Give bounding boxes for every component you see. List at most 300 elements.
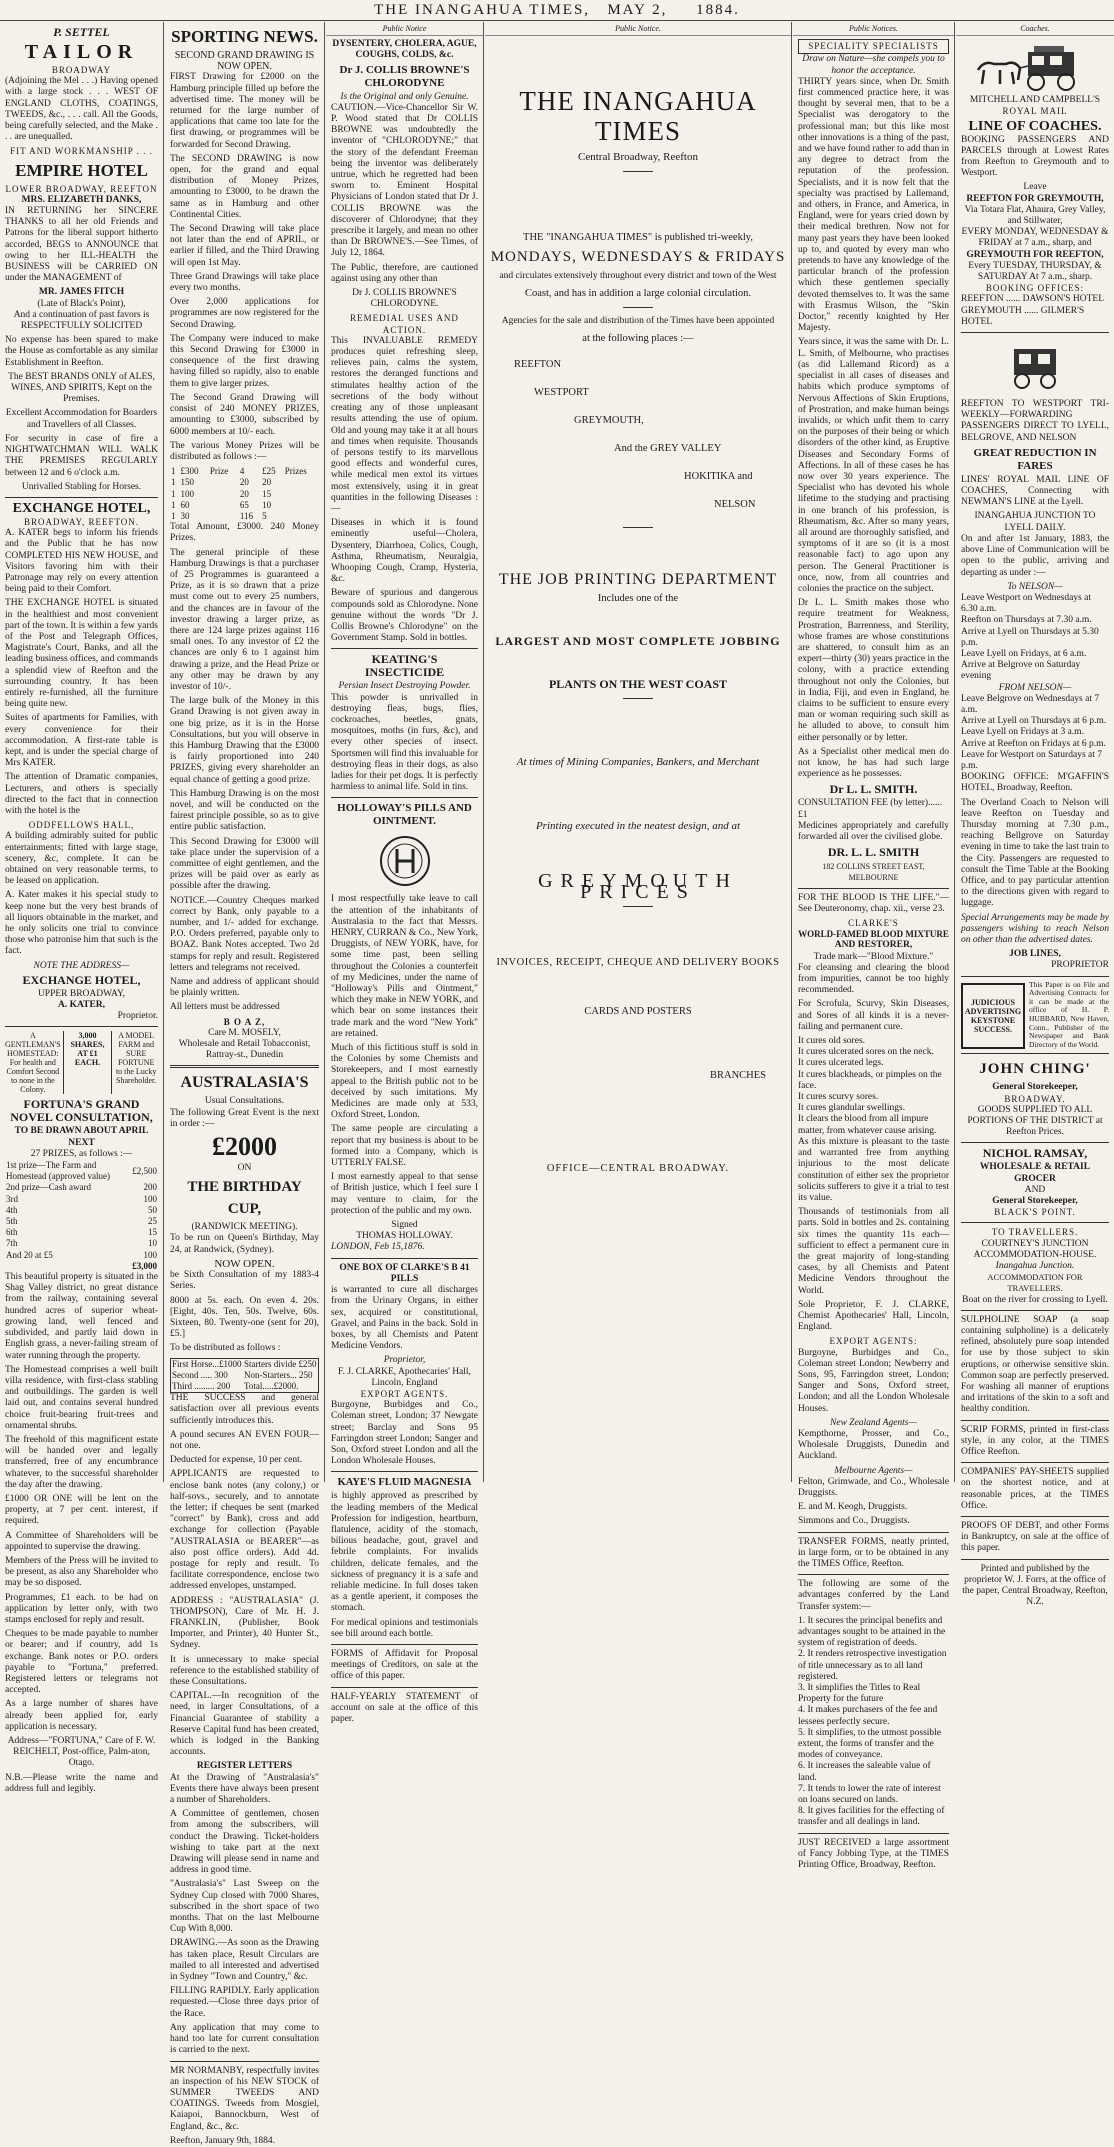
divider xyxy=(961,1462,1109,1463)
divider xyxy=(798,1574,949,1575)
fortuna-nb: N.B.—Please write the name and address full and legibly. xyxy=(5,1772,158,1794)
sporting-p4: Three Grand Drawings will take place every two months. xyxy=(170,271,319,294)
times-line-3: Coast, and has in addition a large colonial circulation. xyxy=(524,288,752,300)
table-row xyxy=(5,1261,158,1272)
coach-icon xyxy=(1000,341,1070,391)
holloway-p11: I most earnestly appeal to that sense of British justice, which I feel sure I may venture to claim, for the protection of the public and my own. xyxy=(331,1172,478,1216)
agency-places xyxy=(490,351,786,519)
transfer-forms: TRANSFER FORMS, neatly printed, in large form, or to be obtained in any the TIMES Office, Reefton. xyxy=(798,1536,949,1569)
list-item: 8. It gives facilities for the effecting of transfer and all dealings in land. xyxy=(798,1806,945,1828)
sporting-p10: The large bulk of the Money in this Grand Drawing is not given away in one big prize, as it is in the Horse Consultations, but you will observe in this Hamburg Drawing that the £3000 is fairly proportioned into 240 PRIZES, giving every shareholder an equal chance of getting a good prize. xyxy=(170,696,319,785)
emblem-icon xyxy=(379,835,431,887)
table-row: 1st prize—The Farm and Homestead (approved value) £2,500 xyxy=(6,1160,157,1182)
melbourne-agents: Melbourne Agents— xyxy=(834,1465,913,1476)
proofs-of-debt: PROOFS OF DEBT, and other Forms in Bankruptcy, on sale at the office of this paper. xyxy=(961,1521,1109,1554)
sporting-p9: The general principle of these Hamburg Drawings is that a purchaser of 25 Programmes is guaranteed a Prize, as it is so drawn that a prize must come out to every 25 numbers, and the chances are in favour of the investor drawing a larger prize, as there are 124 large prizes against 116 small ones. To any investor of £2 the chances are only 6 to 1 against him drawing a prize, and the Head Prize or any other may be drawn by any investor of 10/-. xyxy=(170,547,319,692)
table-row: 3rd 100 xyxy=(6,1193,157,1204)
job-printing-sub: Includes one of the xyxy=(597,592,679,604)
fortuna-address: Address—"FORTUNA," Care of F. W. REICHELT, Post-office, Palm-aton, Otago. xyxy=(7,1736,156,1769)
exchange-p2: THE EXCHANGE HOTEL is situated in the healthiest and most convenient part of the town. It is within a few yards of the Post and Telegraph Offices, Magistrate's Court, Banks, and all the leading business offices, and commands a splendid view of Reefton and the surrounding country. It has been entirely re-furnished, all the furniture being quite new. xyxy=(5,598,158,710)
sporting-p5: Over 2,000 applications for programmes are now registered for the Second Drawing. xyxy=(170,297,319,330)
list-item: 5. It simplifies, to the utmost possible extent, the forms of transfer and the modes of conveyance. xyxy=(798,1727,942,1761)
blood-p1: For cleansing and clearing the blood from impurities, cannot be too highly recommended. xyxy=(798,962,949,996)
divider xyxy=(623,307,653,308)
australasia-p11: CAPITAL.—In recognition of the need, in larger Consultations, of a Financial Guarantee of stability a Reserve Capital fund has been created, which is lodged in the Banking accounts. xyxy=(170,1691,319,1758)
john-ching: JOHN CHING' xyxy=(979,1061,1091,1078)
exchange-p5: A building admirably suited for public entertainments; fitted with large stage, scenery, &c, complete. It can be obtained on very reasonable terms, to be leased on application. xyxy=(5,831,158,887)
list-item: 4. It makes purchasers of the fee and lessees perfectly secure. xyxy=(798,1705,938,1727)
accommodation: ACCOMMODATION FOR TRAVELLERS. xyxy=(987,1272,1083,1294)
oddfellows-hall: ODDFELLOWS HALL, xyxy=(28,820,135,831)
divider xyxy=(331,1258,478,1259)
australasia-register: REGISTER LETTERS xyxy=(196,1761,293,1772)
blood-p5: Sole Proprietor, F. J. CLARKE, Chemist Apothecaries' Hall, Lincoln, England. xyxy=(798,1299,949,1333)
exchange-p4: The attention of Dramatic companies, Lecturers, and others is specially directed to the fact that in connection with the hotel is the xyxy=(5,772,158,816)
divider xyxy=(331,1644,478,1645)
blood-quote: FOR THE BLOOD IS THE LIFE."—See Deuteronomy, chap. xii., verse 23. xyxy=(798,892,949,914)
list-item: And the GREY VALLEY xyxy=(614,442,722,454)
list-item: 6. It increases the saleable value of land. xyxy=(798,1761,931,1783)
list-item: Leave for Westport on Saturdays at 7 p.m. xyxy=(961,749,1102,771)
fortuna-prize-table xyxy=(5,1160,158,1272)
times-line-2: and circulates extensively throughout every district and town of the West xyxy=(499,270,777,281)
clarke-export: EXPORT AGENTS. xyxy=(360,1388,449,1399)
fortuna-title: FORTUNA'S GRAND NOVEL CONSULTATION, xyxy=(10,1097,153,1125)
booking-office-1: REEFTON ...... DAWSON'S HOTEL xyxy=(961,294,1105,305)
keystone-box: JUDICIOUS ADVERTISING KEYSTONE SUCCESS. xyxy=(961,983,1025,1049)
table-row: 1 30 116 5 xyxy=(171,510,267,521)
column-2 xyxy=(165,22,325,2146)
cures-list xyxy=(798,1036,949,1137)
times-days: MONDAYS, WEDNESDAYS & FRIDAYS xyxy=(490,248,786,265)
divider xyxy=(961,1559,1109,1560)
nichol-ramsay: NICHOL RAMSAY, xyxy=(982,1146,1088,1161)
sporting-prize-total: Total Amount, £3000. 240 Money Prizes. xyxy=(170,522,319,544)
list-item: It cures ulcerated legs. xyxy=(798,1058,884,1069)
hubbard-ad xyxy=(961,981,1109,1050)
divider xyxy=(331,797,478,798)
job-lines-proprietor: PROPRIETOR xyxy=(1051,960,1109,971)
fortuna-draw: TO BE DRAWN ABOUT APRIL NEXT xyxy=(14,1126,149,1148)
browne-p4: This INVALUABLE REMEDY produces quiet refreshing sleep, relieves pain, calms the system, restores the deranged functions and stimulates healthy action of the secretions of the body without creating any of those unpleasant results attending the use of opium. Old and young may take it at all hours and times when requisite. Thousands of persons testify to its marvellous good effects and wonderful cures, while medical men extol its virtues most extensively, using it in great quantities in the following Diseases :— xyxy=(331,335,478,514)
empire-p2: No expense has been spared to make the House as comfortable as any similar Establishment in Reefton. xyxy=(5,335,158,368)
list-item: Reefton on Thursdays at 7.30 a.m. xyxy=(961,615,1092,626)
divider xyxy=(798,1532,949,1533)
normanby-date: Reefton, January 9th, 1884. xyxy=(170,2135,276,2146)
fortuna-p8: Cheques to be made payable to number or bearer; and if country, add 1s exchange. Bank notes or P.O. orders payable to "Fortuna," preferred. Registered letters or telegrams not accepted. xyxy=(5,1629,158,1696)
browne-p6: Beware of spurious and dangerous compounds sold as Chlorodyne. None genuine without the words "Dr J. Collis Browne's Chlorodyne" on the Government Stamp. Sold in bottles. xyxy=(331,588,478,644)
empire-addr: LOWER BROADWAY, REEFTON xyxy=(5,183,158,194)
holloway-heading: HOLLOWAY'S PILLS AND OINTMENT. xyxy=(337,802,472,828)
australasia-p4: 8000 at 5s. each. On even 4. 20s. [Eight, 40s. Ten, 50s. Twelve, 60s. Sixteen, 80. Twenty-one (sent for 20), £5.] xyxy=(170,1295,319,1340)
normanby-text: MR NORMANBY, respectfully invites an inspection of his NEW STOCK of SUMMER TWEEDS AND COATINGS. Tweeds from Mosgiel, Kaiapoi, Bannockburn, West of England, &c., &c. xyxy=(170,2065,319,2132)
invoices-line: INVOICES, RECEIPT, CHEQUE AND DELIVERY BOOKS xyxy=(496,957,780,969)
list-item: GREYMOUTH, xyxy=(574,414,644,426)
fortuna-p6: Members of the Press will be invited to be present, as also any Shareholder who may be so disposed. xyxy=(5,1555,158,1589)
tailor-text: (Adjoining the Mel . . .) Having opened with a large stock . . . WEST OF ENGLAND CLOTHS, COATINGS, TWEEDS, &c., . . . call. All the Goods, being carefully selected, and the Make . . . are unequalled. xyxy=(5,76,158,143)
divider xyxy=(170,2061,319,2062)
exchange-addr: BROADWAY, REEFTON. xyxy=(23,516,140,527)
divider xyxy=(961,332,1109,333)
restorer: AND RESTORER, xyxy=(834,940,913,951)
forms-notice: FORMS of Affidavit for Proposal meetings of Creditors, on sale at the office of this paper. xyxy=(331,1648,478,1682)
divider xyxy=(961,1053,1109,1054)
melbourne-agents-text: Felton, Grimwade, and Co., Wholesale Druggists. xyxy=(798,1476,949,1498)
kaye-heading: KAYE'S FLUID MAGNESIA xyxy=(337,1477,472,1489)
job-printing-title: THE JOB PRINTING DEPARTMENT xyxy=(498,570,778,588)
sporting-sub-2: NOW OPEN. xyxy=(217,61,272,73)
junction-p: On and after 1st January, 1883, the above Line of Communication will be open to the public, arriving and departing as under :— xyxy=(961,533,1109,578)
inangahua-junction: Inangahua Junction. xyxy=(995,1261,1075,1271)
list-item: Leave Westport on Wednesdays at 6.30 a.m. xyxy=(961,592,1092,615)
scrip-forms: SCRIP FORMS, printed in first-class style, in any color, at the TIMES Office Reefton. xyxy=(961,1424,1109,1458)
australasia-p7: A pound secures AN EVEN FOUR—not one. xyxy=(170,1429,319,1451)
list-item: 1. It secures the principal benefits and advantages sought to be attained in the system of registration of deeds. xyxy=(798,1615,946,1649)
fortuna-banner xyxy=(5,1031,158,1094)
table-row: 1 £300 Prize 4 £25 Prizes xyxy=(171,466,307,477)
nz-agents-text: Kempthorne, Prosser, and Co., Wholesale Druggists, Dunedin and Auckland. xyxy=(798,1428,949,1462)
exchange-note: NOTE THE ADDRESS— xyxy=(33,960,130,971)
sporting-p8: The various Money Prizes will be distributed as follows :— xyxy=(170,440,319,462)
table-row: 2nd prize—Cash award 200 xyxy=(6,1182,157,1193)
list-item: Arrive at Lyell on Thursdays at 5.30 p.m. xyxy=(961,626,1099,648)
browne-p1: CAUTION.—Vice-Chancellor Sir W. P. Wood stated that Dr COLLIS BROWNE was undoubtedly the inventor of "CHLORODYNE;" that the story of the defendant Freeman being the inventor was deliberately untrue, which he regretted had been sworn to. Eminent Hospital Physicians of London stated that Dr J. COLLIS BROWNE was the discoverer of Chlorodyne; that they prescribe it largely, and mean no other than Dr BROWNE'S.—See Times, of July 12, 1864. xyxy=(331,102,478,259)
holloway-p9: Much of this fictitious stuff is sold in the Colonies by some Chemists and Storekeepers, and I most earnestly appeal to the British public not to be deceived by such imitations. My Medicines are made only at 533, Oxford Street, London. xyxy=(331,1043,478,1121)
printed-by: Printed and published by the proprietor W. J. Forrs, at the office of the paper, Central Broadway, Reefton, N.Z. xyxy=(962,1563,1108,1608)
coach-illustration xyxy=(961,39,1109,95)
australasia-p2: To be run on Queen's Birthday, May 24, at Randwick, (Sydney). xyxy=(170,1233,319,1255)
times-title: THE INANGAHUA TIMES xyxy=(519,86,757,147)
booking-offices: BOOKING OFFICES: xyxy=(985,283,1085,294)
companies-pay-sheets: COMPANIES' PAY-SHEETS supplied on the shortest notice, and at reasonable prices, at the TIMES Office. xyxy=(961,1467,1109,1511)
sporting-p6: The Company were induced to make this Second Drawing for £3000 in consequence of the first drawing having filled so rapidly, also to enable them to give larger prizes. xyxy=(170,333,319,389)
australasia-on: ON xyxy=(237,1163,252,1174)
times-line-1: THE "INANGAHUA TIMES" is published tri-weekly, xyxy=(523,232,753,244)
fortuna-p4: £1000 OR ONE will be lent on the property, at 7 per cent. interest, if required. xyxy=(5,1493,158,1527)
sporting-p14: Name and address of applicant should be plainly written. xyxy=(170,977,319,999)
dr-smith-fee: CONSULTATION FEE (by letter)......£1 xyxy=(798,798,943,820)
divider xyxy=(961,976,1109,977)
stagecoach-icon xyxy=(970,42,1100,92)
holloway-name: THOMAS HOLLOWAY. xyxy=(356,1231,453,1242)
clarke-heading: ONE BOX OF CLARKE'S B 41 PILLS xyxy=(339,1262,470,1284)
job-lines: JOB LINES, xyxy=(1009,949,1061,960)
table-row: First Horse...£1000 Starters divide £250 xyxy=(172,1358,317,1369)
australasia-sub: Usual Consultations. xyxy=(204,1096,285,1107)
clarke-proprietor: Proprietor, xyxy=(383,1355,426,1366)
divider xyxy=(331,648,478,649)
sporting-p11: This Hamburg Drawing is on the most novel, and will be conducted on the fairest principle possible, so as to give entire public satisfaction. xyxy=(170,788,319,833)
just-received: JUST RECEIVED a large assortment of Fancy Jobbing Type, at the TIMES Printing Office, Broadway, Reefton. xyxy=(798,1837,949,1871)
column-6 xyxy=(956,22,1114,1608)
australasia-p8: Deducted for expense, 10 per cent. xyxy=(170,1455,303,1466)
list-item: 2. It renders retrospective investigation of title unnecessary as to all land registered. xyxy=(798,1649,947,1682)
export-agents: EXPORT AGENTS: xyxy=(829,1336,918,1347)
divider xyxy=(170,1065,319,1068)
fortuna-p7: Programmes, £1 each. to be had on application by letter only, with two stamps enclosed for reply and result. xyxy=(5,1592,158,1625)
greymouth-schedule: Every TUESDAY, THURSDAY, & SATURDAY At 7 a.m., sharp. xyxy=(968,260,1102,283)
exchange-proprietor: A. KATER, xyxy=(57,1000,106,1011)
booking-text: BOOKING PASSENGERS AND PARCELS through at Lowest Rates from Reefton to Greymouth and to Westport. xyxy=(961,134,1109,179)
times-line-4: Agencies for the sale and distribution of the Times have been appointed xyxy=(501,316,775,327)
nz-agents: New Zealand Agents— xyxy=(830,1417,917,1428)
list-item: NELSON xyxy=(714,498,756,510)
list-item: Arrive at Belgrove on Saturday evening xyxy=(961,660,1081,682)
exchange-proprietor-title: Proprietor. xyxy=(117,1011,158,1022)
keating-p7: This powder is unrivalled in destroying fleas, bugs, flies, cockroaches, beetles, gnats, mosquitoes, moths (in furs, &c), and every other species of insect. Sportsmen will find this invaluable for destroying fleas in their dogs, as also ladies for their pet dogs. It is perfectly harmless to animal life. Sold in tins. xyxy=(331,692,478,793)
divider xyxy=(961,1516,1109,1517)
sporting-p7: The Second Grand Drawing will consist of 240 MONEY PRIZES, amounting to £3000, subscribed by 6000 members at 10/- each. xyxy=(170,392,319,437)
australasia-p10: It is unnecessary to make special reference to the established stability of these Consultations. xyxy=(170,1654,319,1687)
column-5 xyxy=(793,22,955,1871)
column-header: Public Notice xyxy=(326,22,483,36)
divider xyxy=(331,1471,478,1472)
sporting-p12: This Second Drawing for £3000 will take place under the supervision of a committee of eight gentlemen, and the prizes will be paid over as early as possible after the drawing. xyxy=(170,836,319,892)
boaz-name: B O A Z, xyxy=(223,1016,266,1027)
divider xyxy=(798,888,949,889)
melbourne-agents-text-2: E. and M. Keogh, Druggists. xyxy=(798,1502,908,1513)
ching-sub: General Storekeeper, xyxy=(992,1082,1078,1093)
fortuna-p9: As a large number of shares have already been applied for, early application is necessary. xyxy=(5,1699,158,1732)
and-label: AND xyxy=(1024,1184,1046,1195)
leave-label: Leave xyxy=(1023,182,1047,193)
special-text: Special Arrangements may be made by passengers wishing to reach Nelson on other than the advertised dates. xyxy=(961,912,1109,945)
list-item: REEFTON xyxy=(514,358,562,370)
land-transfer-list xyxy=(798,1616,949,1829)
column-header: Public Notice. xyxy=(485,22,791,36)
australasia-open: NOW OPEN. xyxy=(214,1257,275,1270)
divider xyxy=(5,497,158,498)
land-transfer-intro: The following are some of the advantages conferred by the Land Transfer system:— xyxy=(798,1579,949,1612)
specialists-p3: Dr L. L. Smith makes those who require treatment for Weakness, Prostration, Barrenness, and Sterility, whose frames are whose constitutions are shattered, to consult him as an expert—thirty (30) years practice in the colony, with a practice extending throughout not only the Colonies, but in India, Fiji, and even in England, he claims to be sufficient to ensure every man or woman requiring such skill as he alluded to above, to consult him either personally or by letter. xyxy=(798,598,949,743)
tailor-word: TAILOR xyxy=(24,41,139,63)
empire-manager-2: (Late of Black's Point), xyxy=(37,298,126,309)
trademark: Trade mark—"Blood Mixture." xyxy=(813,951,934,962)
australasia-p1: The following Great Event is the next in order :— xyxy=(170,1107,319,1129)
largest-line: LARGEST AND MOST COMPLETE JOBBING xyxy=(495,634,781,649)
fortuna-mid: 3,000 SHARES, AT £1 EACH. xyxy=(70,1031,105,1068)
sporting-sub-1: SECOND GRAND DRAWING IS xyxy=(174,50,315,61)
sporting-p2: The SECOND DRAWING is now open, for the grand and equal distribution of Money Prizes, amounting to £3000, to be drawn the same as in Hamburg and other Continental Cities. xyxy=(170,153,319,220)
table-row: 6th 15 xyxy=(6,1227,157,1238)
australasia-p16: FILLING RAPIDLY. Early application requested.—Close three days prior of the Race. xyxy=(170,1986,319,2019)
fortuna-left: A GENTLEMAN'S HOMESTEAD: For health and Comfort Second to none in the Colony. xyxy=(5,1031,64,1094)
kaye-p15: For medical opinions and testimonials see bill around each bottle. xyxy=(331,1617,478,1639)
list-item: 7. It tends to lower the rate of interest on loans secured on lands. xyxy=(798,1783,941,1806)
junction-text: INANGAHUA JUNCTION TO LYELL DAILY. xyxy=(974,511,1096,533)
to-travellers: TO TRAVELLERS. xyxy=(991,1227,1079,1238)
booking-office-text: BOOKING OFFICE: M'GAFFIN'S HOTEL, Broadway, Reefton. xyxy=(961,772,1109,794)
empire-p3: The BEST BRANDS ONLY of ALES, WINES, AND SPIRITS, Kept on the Premises. xyxy=(8,371,155,405)
fortuna-total: £3,000 xyxy=(132,1260,157,1271)
fortuna-p5: A Committee of Shareholders will be appointed to supervise the drawing. xyxy=(5,1530,158,1552)
table-row: 1 60 65 10 xyxy=(171,499,272,510)
specialists-p4: As a Specialist other medical men do not know, he has had such large experience as he possesses. xyxy=(798,746,949,780)
australasia-p9: APPLICANTS are requested to enclose bank notes (any colony,) or half-sovs., securely, and to annotate the letter; if cheques be sent (marked "correct" by Bank), cross and add exchange for collection (Payable "AUSTRALASIA or BEARER"—as also post office orders). Add 4d. postage for reply and result. To facilitate correspondence, enclose two addressed envelopes, unstamped. xyxy=(170,1469,319,1592)
holloway-p10: The same people are circulating a report that my business is about to be formed into a Company, which is UTTERLY FALSE. xyxy=(331,1124,478,1169)
fortuna-p2: The Homestead comprises a well built villa residence, with first-class stabling and outbuildings. The garden is well laid out, and contains several hundred choice fruit-bearing fruit-trees and ornamental shrubs. xyxy=(5,1364,158,1431)
table-row: 5th 25 xyxy=(6,1216,157,1227)
clarke-address: F. J. CLARKE, Apothecaries' Hall, Lincoln, England xyxy=(338,1366,471,1388)
via-text: Via Totara Flat, Ahaura, Grey Valley, and Stillwater, xyxy=(964,204,1106,227)
branches-line: BRANCHES xyxy=(709,1069,766,1081)
line-of-coaches: LINE OF COACHES. xyxy=(968,118,1102,134)
plants-line: PLANTS ON THE WEST COAST xyxy=(548,677,728,692)
table-row: And 20 at £5 100 xyxy=(6,1249,157,1260)
keating-sub: Persian Insect Destroying Powder. xyxy=(338,681,471,692)
list-item: It cures ulcerated sores on the neck. xyxy=(798,1047,934,1058)
fortuna-prizes-intro: 27 PRIZES, as follows :— xyxy=(30,1148,133,1159)
empire-p5: For security in case of fire a NIGHTWATCHMAN WILL WALK THE PREMISES REGULARLY between 12 and 6 o'clock a.m. xyxy=(5,433,158,478)
melbourne-agents-text-3: Simmons and Co., Druggists. xyxy=(798,1516,910,1527)
clarke-p12: is warranted to cure all discharges from the Urinary Organs, in either sex, acquired or constitutional, Gravel, and Pains in the back. Sold in boxes, by all Chemists and Patent Medicine Vendors. xyxy=(331,1285,478,1352)
australasia-p15: DRAWING.—As soon as the Drawing has taken place, Result Circulars are mailed to all interested and advertised in Sydney "Town and Country," &c. xyxy=(170,1938,319,1983)
masthead-year: 1884. xyxy=(696,2,740,18)
australasia-cup: THE BIRTHDAY CUP, xyxy=(187,1179,302,1218)
list-item: It clears the blood from all impure matter, from whatever cause arising. xyxy=(798,1114,937,1136)
boaz-4: Rattray-st., Dunedin xyxy=(205,1050,284,1061)
lines-text: LINES' ROYAL MAIL LINE OF COACHES, Connecting with NEWMAN'S LINE at the Lyell. xyxy=(961,474,1109,508)
blood-p3: As this mixture is pleasant to the taste and warranted free from anything injurious to the most delicate constitution of either sex the proprietor solicits sufferers to give it a trial to test its value. xyxy=(798,1136,949,1203)
list-item: Leave Lyell on Fridays, at 6 a.m. xyxy=(961,648,1087,659)
tailor-name: P. SETTEL xyxy=(53,25,110,39)
exchange-text: A. KATER begs to inform his friends and the Public that he has now COMPLETED HIS NEW HOUSE, and Visitors favoring him with their Patronage may rely on every attention being paid to their Comfort. xyxy=(5,528,158,595)
divider xyxy=(961,1142,1109,1143)
blood-p2: For Scrofula, Scurvy, Skin Diseases, and Sores of all kinds it is a never-failing and permanent cure. xyxy=(798,999,949,1032)
holloway-p8: I most respectfully take leave to call the attention of the inhabitants of Australasia to the fact that Messrs. HENRY, CURRAN & Co., New York, Druggists, of NEW YORK, have, for some time past, been selling throughout the Colonies a counterfeit of my Medicines, under the name of "Holloway's Pills and Ointment," which they make in NEW YORK, and which bear on some instances their trade mark and the word "New York" are retained. xyxy=(331,894,478,1039)
australasia-address: ADDRESS : "AUSTRALASIA" (J. THOMPSON), Care of Mr. H. J. FRANKLIN, (Publisher, Book Importer, and Printer), 40 Hunter St., Sydney. xyxy=(170,1595,319,1651)
empire-title: EMPIRE HOTEL xyxy=(15,160,148,180)
dr-smith-note: Medicines appropriately and carefully forwarded all over the civilised globe. xyxy=(798,820,949,843)
divider xyxy=(623,698,653,699)
blood-mixture: WORLD-FAMED BLOOD MIXTURE xyxy=(798,929,949,940)
divider xyxy=(623,171,653,172)
list-item: It cures blackheads, or pimples on the face. xyxy=(798,1069,942,1091)
royal-mail: ROYAL MAIL xyxy=(1002,106,1068,117)
column-4 xyxy=(485,22,792,1482)
column-header: Coaches. xyxy=(956,22,1114,36)
column-header: Public Notices. xyxy=(793,22,954,36)
empire-p6: Unrivalled Stabling for Horses. xyxy=(21,481,142,492)
empire-owner: MRS. ELIZABETH DANKS, xyxy=(21,194,142,205)
exchange-title-2: EXCHANGE HOTEL, xyxy=(22,972,141,987)
booking-office-2: GREYMOUTH ...... GILMER'S HOTEL xyxy=(961,305,1085,327)
from-nelson: FROM NELSON— xyxy=(998,682,1072,693)
specialists-motto: Draw on Nature—she compels you to honor the acceptance. xyxy=(802,54,945,76)
australasia-p12: At the Drawing of "Australasia's" Events there have always been present a number of Shareholders. xyxy=(170,1772,319,1806)
dr-smith-name-2: DR. L. L. SMITH xyxy=(827,845,920,860)
browne-sub: Is the Original and only Genuine. xyxy=(340,91,469,102)
divider xyxy=(961,1420,1109,1421)
divider xyxy=(798,1833,949,1834)
sporting-p15: All letters must be addressed xyxy=(170,1002,280,1013)
exchange-addr-2: UPPER BROADWAY, xyxy=(37,988,126,999)
table-row: Second ..... 300 Non-Starters... 250 xyxy=(172,1369,313,1380)
remedial-heading: REMEDIAL USES AND ACTION. xyxy=(350,313,459,335)
table-row: 1 100 20 15 xyxy=(171,488,272,499)
column-3 xyxy=(326,22,484,1724)
printing-line: Printing executed in the neatest design, and at xyxy=(535,819,741,832)
every-text: EVERY MONDAY, WEDNESDAY & FRIDAY at 7 a.m., sharp, and xyxy=(961,227,1109,249)
list-item: Arrive at Lyell on Thursdays at 6 p.m. xyxy=(961,716,1107,727)
browne-p2: The Public, therefore, are cautioned against using any other than xyxy=(331,262,478,284)
wholesale: WHOLESALE & RETAIL GROCER xyxy=(979,1162,1091,1184)
browne-heading: Dr J. COLLIS BROWNE'S CHLORODYNE xyxy=(339,63,470,89)
boaz-3: Wholesale and Retail Tobacconist, xyxy=(178,1039,311,1050)
exchange-title: EXCHANGE HOTEL, xyxy=(12,500,151,516)
australasia-title: AUSTRALASIA'S xyxy=(180,1074,309,1092)
export-agents-text: Burgoyne, Burbidges and Co., Coleman street London; Newberry and Sons, 95, Farringdon street, London; Sanger and Sons, Oxford street, London; and all the London Wholesale Houses. xyxy=(798,1347,949,1414)
divider xyxy=(961,1310,1109,1311)
hubbard-text: This Paper is on File and Advertising Contracts for it can be made at the office of H. P. HUBBARD, New Haven, Conn., Publisher of the Newspaper and Bank Directory of the World. xyxy=(1029,979,1109,1049)
tailor-street: BROADWAY xyxy=(51,65,112,75)
dr-smith-address: 182 COLLINS STREET EAST, MELBOURNE xyxy=(822,862,925,883)
empire-text: IN RETURNING her SINCERE THANKS to all her old Friends and Patrons for the liberal support hitherto accorded, BEGS to ANNOUNCE that owing to her ILL-HEALTH the BUSINESS will be CARRIED ON under the MANAGEMENT of xyxy=(5,206,158,284)
holloway-date: LONDON, Feb 15,1876. xyxy=(331,1242,425,1253)
specialists-p2: Years since, it was the same with Dr. L. L. Smith, of Melbourne, who practises (as did Lallemand Ricord) as a specialist in all cases of diseases and habits which produce symptoms of Nervous Affections of Skin Eruptions, of Prostration, and make human beings invalids, or which unfit them to carry on the purposes of their being or which disorders of the other kind, as Eruptive Diseases and Secondary Forms of Affections. In all of these cases he has now over 30 years experience. The Specialist who has devoted his whole lifetime to the studying and practising in one branch of his profession, is Rheumatism, &c. After so many years, all around are thoroughly satisfied, and symptoms of it are so (it is a most reasonable fact) to ago upon any person. The General Practitioner is once, now, from all countries and colonies the practice on the subject. xyxy=(798,337,949,594)
reefton-for-greymouth: REEFTON FOR GREYMOUTH, xyxy=(966,193,1104,204)
fortuna-right: A MODEL FARM and SURE FORTUNE to the Lucky Shareholder. xyxy=(111,1031,158,1094)
australasia-p3: be Sixth Consultation of my 1883-4 Series. xyxy=(170,1270,319,1292)
empire-continuation: And a continuation of past favors is RESPECTFULLY SOLICITED xyxy=(13,309,150,332)
list-item: It cures old sores. xyxy=(798,1036,866,1047)
to-nelson-list xyxy=(961,593,1109,683)
list-item: It cures glandular swellings. xyxy=(798,1103,906,1114)
clarkes: CLARKE'S xyxy=(848,918,899,929)
divider xyxy=(623,906,653,907)
greymouth-prices: GREYMOUTH PRICES xyxy=(538,869,738,904)
masthead-title: THE INANGAHUA TIMES, xyxy=(374,2,591,18)
goods-supplied: GOODS SUPPLIED TO ALL PORTIONS OF THE DISTRICT at Reefton Prices. xyxy=(967,1104,1103,1138)
australasia-cup-2: (RANDWICK MEETING). xyxy=(191,1222,298,1233)
australasia-p6: THE SUCCESS and general satisfaction over all previous events sufficiently introduces this. xyxy=(170,1393,319,1426)
table-row: 7th 10 xyxy=(6,1238,157,1249)
sporting-p13: NOTICE.—Country Cheques marked correct by Bank, only payable to a number, and 1/- added for exchange. P.O. Orders preferred, payable only to BOAZ. Bank Notes accepted. Two 2d stamps for reply and result. Registered letters and telegrams not received. xyxy=(170,895,319,973)
sulpholine: SULPHOLINE SOAP (a soap containing sulpholine) is a delicately refined, absolutely pure soap intended for use by those subject to skin eruptions, or otherwise sensitive skin. Common soap are perfectly preserved. For washing all manner of eruptions and irritations of the skin to a soft and healthy condition. xyxy=(961,1314,1109,1415)
cards-line: CARDS AND POSTERS xyxy=(584,1006,692,1018)
australasia-p14: "Australasia's" Last Sweep on the Sydney Cup closed with 7000 Shares, subscribed in the short space of two months. That on the last Melbourne Cup With 8,000. xyxy=(170,1879,319,1935)
blacks-point: BLACK'S POINT. xyxy=(994,1207,1076,1218)
empire-manager: MR. JAMES FITCH xyxy=(38,287,125,298)
list-item: Arrive at Reefton on Fridays at 6 p.m. xyxy=(961,738,1106,749)
list-item: It cures scurvy sores. xyxy=(798,1092,879,1103)
kaye-p14: is highly approved as prescribed by the leading members of the Medical Profession for indigestion, heartburn, flatulence, acidity of the stomach, bilious headache, gout, gravel and febrile complaints. For invalids children, delicate females, and the sickness of pregnancy it is a safe and reliable medicine. In full doses taken as a gentle aperient, it composes the stomach. xyxy=(331,1491,478,1614)
divider xyxy=(623,527,653,528)
list-item: WESTPORT xyxy=(534,386,589,398)
list-item: 3. It simplifies the Titles to Real Property for the future xyxy=(798,1683,921,1705)
table-row: 1 150 20 20 xyxy=(171,477,272,488)
australasia-p13: A Committee of gentlemen, chosen from among the subscribers, will conduct the Drawing. Ticket-holders wishing to take part at the next Drawing will please send in name and address in good time. xyxy=(170,1809,319,1876)
ching-addr: BROADWAY. xyxy=(1004,1093,1066,1104)
half-yearly-notice: HALF-YEARLY STATEMENT of account on sale at the office of this paper. xyxy=(331,1691,478,1724)
coach-firm: MITCHELL AND CAMPBELL'S xyxy=(969,95,1101,106)
courtney: COURTNEY'S JUNCTION ACCOMMODATION-HOUSE. xyxy=(973,1238,1097,1260)
australasia-p5: To be distributed as follows : xyxy=(170,1343,281,1354)
table-row: Third ......... 200 Total.....£2000. xyxy=(172,1380,299,1391)
times-address: Central Broadway, Reefton xyxy=(578,151,698,164)
westport-text: REEFTON TO WESTPORT TRI-WEEKLY—FORWARDING PASSENGERS DIRECT TO LYELL, BELGROVE, AND NELSON xyxy=(961,399,1109,443)
australasia-amount: £2000 xyxy=(212,1132,277,1162)
holloway-emblem xyxy=(331,832,478,890)
boat-text: Boat on the river for crossing to Lyell. xyxy=(962,1294,1108,1305)
exchange-p6: A. Kater makes it his special study to keep none but the very best brands of all liquors obtainable in the market, and he only solicits one trial to convince those who patronise him that such is the fact. xyxy=(5,890,158,957)
general-storekeeper: General Storekeeper, xyxy=(992,1195,1078,1206)
divider xyxy=(961,1222,1109,1223)
times-of-line: At times of Mining Companies, Bankers, and Merchant xyxy=(516,756,760,769)
overland-text: The Overland Coach to Nelson will leave Reefton on Tuesday and Thursday morning at 7.30 p.m., reaching Bellgrove on Saturday evening in time to take the last train to the City. Passengers are requested to consult the Time Table at the Booking Office, and to pay particular attention to the directions given with regard to luggage. xyxy=(961,797,1109,909)
times-line-5: at the following places :— xyxy=(582,333,694,345)
keating-heading: KEATING'S INSECTICIDE xyxy=(364,652,445,680)
